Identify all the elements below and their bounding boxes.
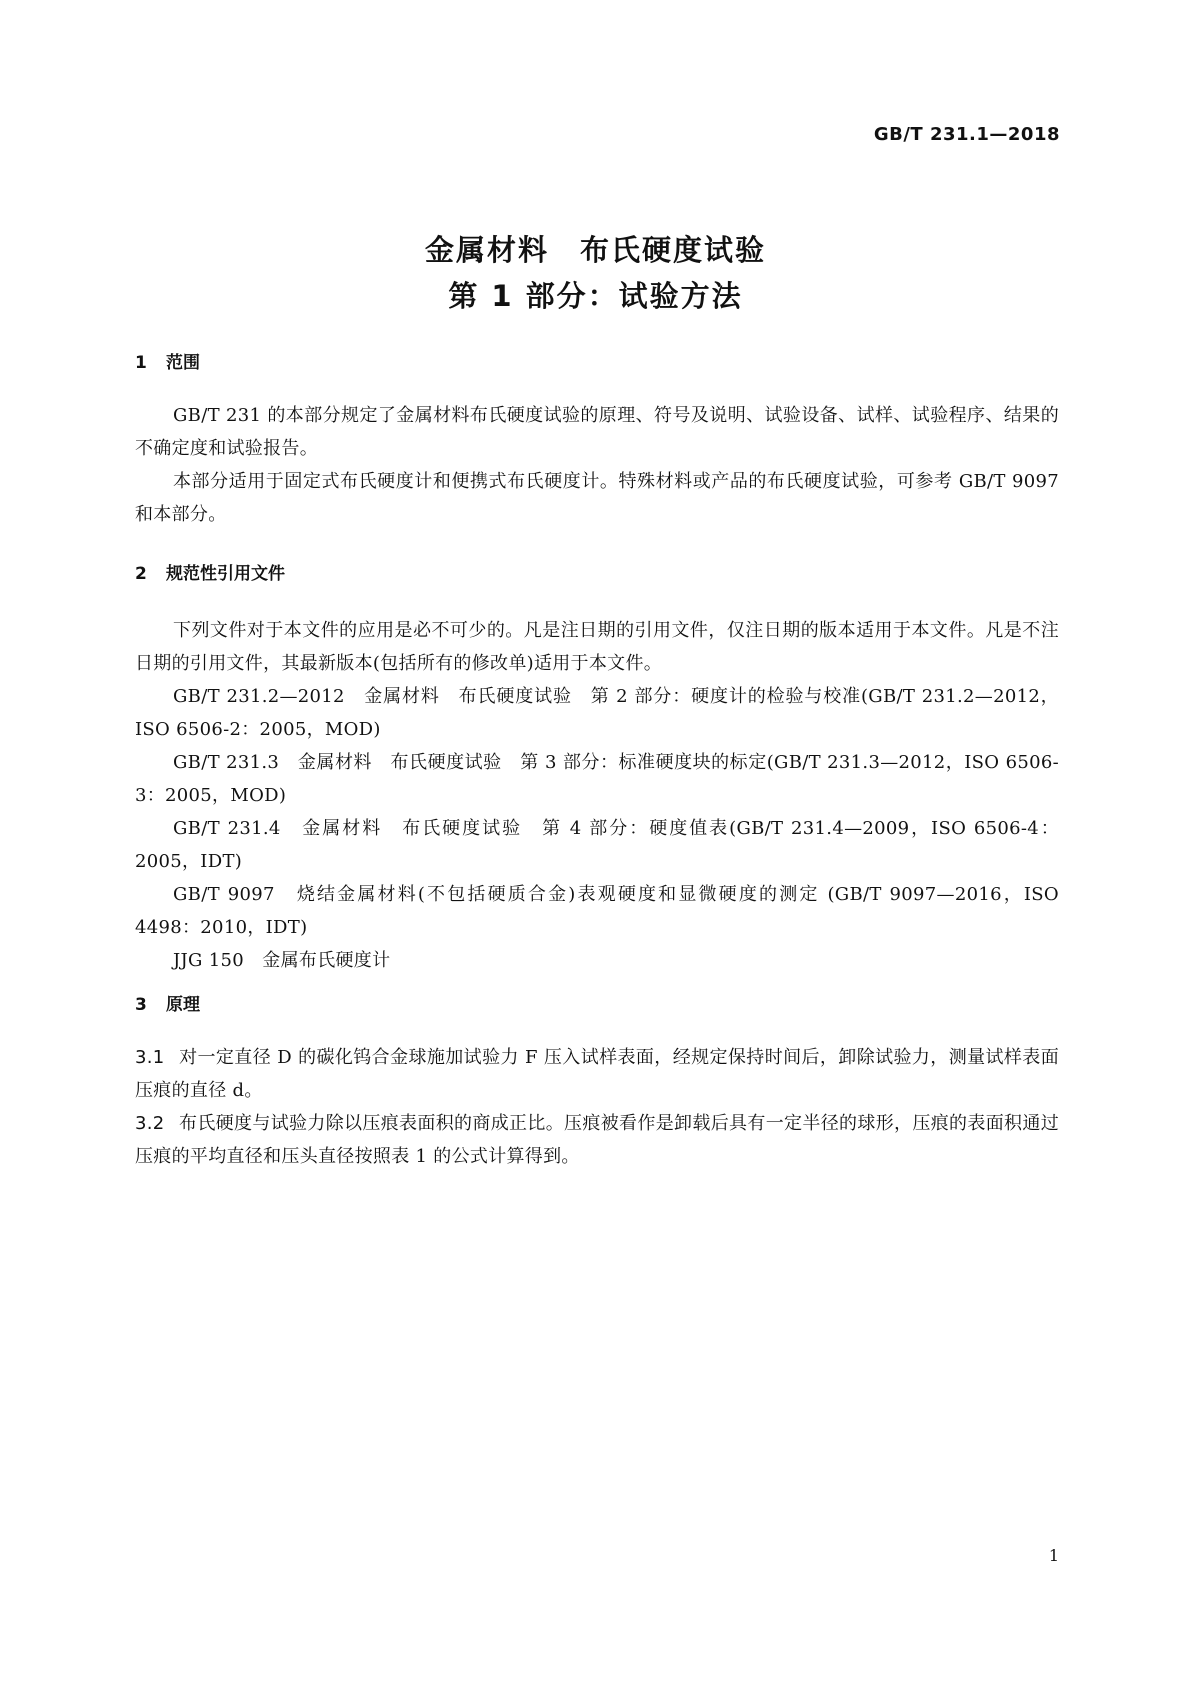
reference-item: GB/T 9097 烧结金属材料(不包括硬质合金)表观硬度和显微硬度的测定 (GB/T 9097—2016，ISO 4498：2010，IDT)	[135, 884, 1059, 938]
reference-item: JJG 150 金属布氏硬度计	[173, 950, 391, 971]
clause-text: 布氏硬度与试验力除以压痕表面积的商成正比。压痕被看作是卸载后具有一定半径的球形，压痕的表面积通过压痕的平均直径和压头直径按照表 1 的公式计算得到。	[135, 1113, 1059, 1167]
section-number: 3	[135, 995, 147, 1015]
section-number: 1	[135, 353, 147, 373]
reference-item: GB/T 231.4 金属材料 布氏硬度试验 第 4 部分：硬度值表(GB/T 231.4—2009，ISO 6506-4：2005，IDT)	[135, 818, 1059, 872]
paragraph: 本部分适用于固定式布氏硬度计和便携式布氏硬度计。特殊材料或产品的布氏硬度试验，可参考 GB/T 9097 和本部分。	[135, 471, 1059, 525]
section-title: 范围	[166, 353, 200, 373]
document-title-line1: 金属材料 布氏硬度试验	[424, 233, 766, 267]
document-title-line2: 第 1 部分：试验方法	[448, 279, 743, 313]
section-3-heading	[135, 990, 200, 1015]
clause-number: 3.2	[135, 1113, 165, 1134]
standard-code: GB/T 231.1—2018	[873, 124, 1060, 145]
clause-number: 3.1	[135, 1047, 165, 1068]
clause-text: 对一定直径 D 的碳化钨合金球施加试验力 F 压入试样表面，经规定保持时间后，卸除试验力，测量试样表面压痕的直径 d。	[135, 1047, 1059, 1101]
section-1-heading	[135, 348, 200, 373]
section-2-heading	[135, 559, 285, 584]
section-2-body	[135, 614, 1059, 977]
reference-item: GB/T 231.3 金属材料 布氏硬度试验 第 3 部分：标准硬度块的标定(GB/T 231.3—2012，ISO 6506-3：2005，MOD)	[135, 752, 1059, 806]
clause-3-1	[135, 1041, 1059, 1107]
section-3-body	[135, 1041, 1059, 1173]
section-title: 规范性引用文件	[166, 564, 285, 584]
paragraph: 下列文件对于本文件的应用是必不可少的。凡是注日期的引用文件，仅注日期的版本适用于本文件。凡是不注日期的引用文件，其最新版本(包括所有的修改单)适用于本文件。	[135, 620, 1059, 674]
section-number: 2	[135, 564, 147, 584]
section-title: 原理	[166, 995, 200, 1015]
reference-item: GB/T 231.2—2012 金属材料 布氏硬度试验 第 2 部分：硬度计的检验与校准(GB/T 231.2—2012，ISO 6506-2：2005，MOD)	[135, 686, 1059, 740]
page-number: 1	[1048, 1546, 1059, 1565]
section-1-body	[135, 399, 1059, 531]
clause-3-2	[135, 1107, 1059, 1173]
paragraph: GB/T 231 的本部分规定了金属材料布氏硬度试验的原理、符号及说明、试验设备、试样、试验程序、结果的不确定度和试验报告。	[135, 405, 1059, 459]
